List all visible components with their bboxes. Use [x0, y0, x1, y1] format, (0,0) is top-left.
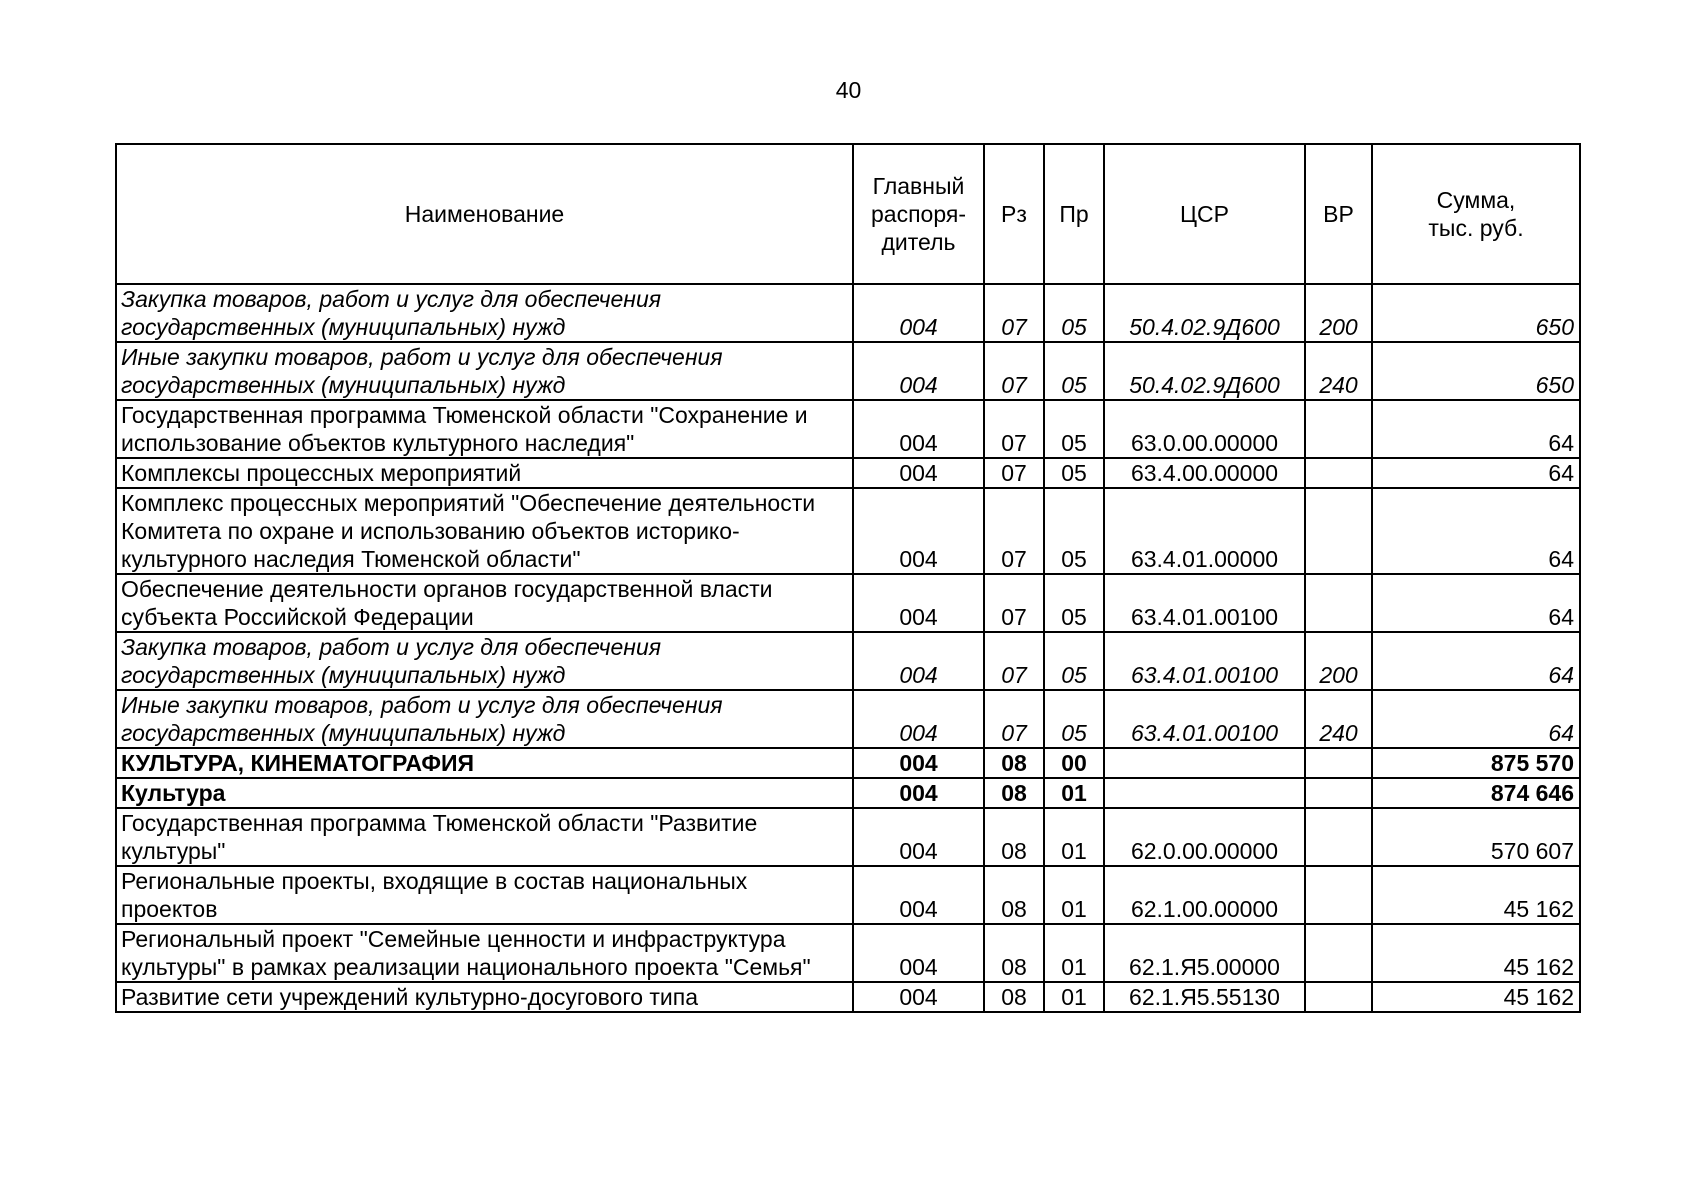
table-row — [116, 574, 1580, 632]
row-manager: 004 — [853, 574, 984, 632]
row-csr: 63.4.01.00000 — [1104, 488, 1305, 574]
row-manager: 004 — [853, 690, 984, 748]
row-sum: 570 607 — [1372, 808, 1580, 866]
row-manager: 004 — [853, 458, 984, 488]
table-row — [116, 808, 1580, 866]
table-row — [116, 284, 1580, 342]
row-csr: 62.1.00.00000 — [1104, 866, 1305, 924]
row-vr — [1305, 574, 1372, 632]
row-csr: 62.1.Я5.00000 — [1104, 924, 1305, 982]
row-pr: 05 — [1044, 458, 1104, 488]
row-name: Региональный проект "Семейные ценности и инфраструктура культуры" в рамках реализации национального проекта "Семья" — [116, 924, 853, 982]
row-rz: 08 — [984, 866, 1044, 924]
row-csr — [1104, 778, 1305, 808]
row-pr: 01 — [1044, 866, 1104, 924]
row-vr — [1305, 924, 1372, 982]
row-pr: 01 — [1044, 924, 1104, 982]
row-pr: 05 — [1044, 284, 1104, 342]
row-vr — [1305, 808, 1372, 866]
row-pr: 05 — [1044, 690, 1104, 748]
row-sum: 64 — [1372, 690, 1580, 748]
row-vr — [1305, 488, 1372, 574]
row-vr: 200 — [1305, 284, 1372, 342]
row-sum: 45 162 — [1372, 982, 1580, 1012]
row-pr: 05 — [1044, 574, 1104, 632]
table-row — [116, 342, 1580, 400]
row-vr — [1305, 982, 1372, 1012]
row-rz: 07 — [984, 342, 1044, 400]
header-manager: Главный распоря-дитель — [853, 144, 984, 284]
row-sum: 64 — [1372, 400, 1580, 458]
row-rz: 08 — [984, 982, 1044, 1012]
row-vr: 200 — [1305, 632, 1372, 690]
row-manager: 004 — [853, 488, 984, 574]
row-rz: 07 — [984, 400, 1044, 458]
row-manager: 004 — [853, 400, 984, 458]
table-row — [116, 690, 1580, 748]
row-vr — [1305, 748, 1372, 778]
table-row — [116, 982, 1580, 1012]
row-name: Комплексы процессных мероприятий — [116, 458, 853, 488]
row-name: КУЛЬТУРА, КИНЕМАТОГРАФИЯ — [116, 748, 853, 778]
row-name: Государственная программа Тюменской области "Развитие культуры" — [116, 808, 853, 866]
row-name: Региональные проекты, входящие в состав национальных проектов — [116, 866, 853, 924]
row-manager: 004 — [853, 924, 984, 982]
table-row — [116, 924, 1580, 982]
row-name: Развитие сети учреждений культурно-досугового типа — [116, 982, 853, 1012]
row-csr: 63.0.00.00000 — [1104, 400, 1305, 458]
row-name: Иные закупки товаров, работ и услуг для обеспечения государственных (муниципальных) нужд — [116, 690, 853, 748]
row-name: Иные закупки товаров, работ и услуг для обеспечения государственных (муниципальных) нужд — [116, 342, 853, 400]
row-vr: 240 — [1305, 342, 1372, 400]
row-csr: 50.4.02.9Д600 — [1104, 284, 1305, 342]
table-row — [116, 458, 1580, 488]
row-manager: 004 — [853, 342, 984, 400]
row-sum: 875 570 — [1372, 748, 1580, 778]
row-vr — [1305, 400, 1372, 458]
row-pr: 05 — [1044, 342, 1104, 400]
row-rz: 07 — [984, 632, 1044, 690]
row-pr: 01 — [1044, 778, 1104, 808]
table-row — [116, 488, 1580, 574]
table-row — [116, 866, 1580, 924]
row-csr: 62.1.Я5.55130 — [1104, 982, 1305, 1012]
row-sum: 45 162 — [1372, 924, 1580, 982]
row-name: Культура — [116, 778, 853, 808]
row-manager: 004 — [853, 632, 984, 690]
row-manager: 004 — [853, 866, 984, 924]
row-vr — [1305, 866, 1372, 924]
row-rz: 08 — [984, 808, 1044, 866]
header-name: Наименование — [116, 144, 853, 284]
row-sum: 64 — [1372, 488, 1580, 574]
row-pr: 01 — [1044, 808, 1104, 866]
table-row — [116, 400, 1580, 458]
row-rz: 07 — [984, 574, 1044, 632]
row-csr: 62.0.00.00000 — [1104, 808, 1305, 866]
row-sum: 64 — [1372, 574, 1580, 632]
budget-table — [115, 143, 1581, 1013]
row-pr: 05 — [1044, 632, 1104, 690]
row-sum: 650 — [1372, 284, 1580, 342]
row-name: Закупка товаров, работ и услуг для обеспечения государственных (муниципальных) нужд — [116, 284, 853, 342]
row-pr: 01 — [1044, 982, 1104, 1012]
row-vr: 240 — [1305, 690, 1372, 748]
row-rz: 08 — [984, 778, 1044, 808]
row-sum: 874 646 — [1372, 778, 1580, 808]
header-vr: ВР — [1305, 144, 1372, 284]
row-csr: 63.4.01.00100 — [1104, 574, 1305, 632]
row-rz: 07 — [984, 690, 1044, 748]
row-csr: 50.4.02.9Д600 — [1104, 342, 1305, 400]
row-manager: 004 — [853, 982, 984, 1012]
table-row — [116, 778, 1580, 808]
table-body — [116, 284, 1580, 1012]
row-sum: 650 — [1372, 342, 1580, 400]
page-number: 40 — [835, 77, 862, 103]
row-name: Обеспечение деятельности органов государственной власти субъекта Российской Федерации — [116, 574, 853, 632]
header-row — [116, 144, 1580, 284]
row-rz: 08 — [984, 748, 1044, 778]
table-row — [116, 748, 1580, 778]
row-rz: 07 — [984, 284, 1044, 342]
row-rz: 07 — [984, 458, 1044, 488]
row-csr: 63.4.01.00100 — [1104, 690, 1305, 748]
table-header — [116, 144, 1580, 284]
row-manager: 004 — [853, 808, 984, 866]
row-manager: 004 — [853, 748, 984, 778]
row-name: Комплекс процессных мероприятий "Обеспечение деятельности Комитета по охране и использованию объектов историко-культурного наследия Тюменской области" — [116, 488, 853, 574]
table-row — [116, 632, 1580, 690]
row-pr: 05 — [1044, 400, 1104, 458]
header-sum: Сумма, тыс. руб. — [1372, 144, 1580, 284]
header-csr: ЦСР — [1104, 144, 1305, 284]
row-vr — [1305, 778, 1372, 808]
row-rz: 08 — [984, 924, 1044, 982]
row-sum: 64 — [1372, 632, 1580, 690]
row-rz: 07 — [984, 488, 1044, 574]
row-pr: 00 — [1044, 748, 1104, 778]
row-csr: 63.4.00.00000 — [1104, 458, 1305, 488]
row-vr — [1305, 458, 1372, 488]
row-pr: 05 — [1044, 488, 1104, 574]
row-name: Закупка товаров, работ и услуг для обеспечения государственных (муниципальных) нужд — [116, 632, 853, 690]
header-pr: Пр — [1044, 144, 1104, 284]
row-sum: 45 162 — [1372, 866, 1580, 924]
row-manager: 004 — [853, 284, 984, 342]
row-name: Государственная программа Тюменской области "Сохранение и использование объектов культурного наследия" — [116, 400, 853, 458]
row-sum: 64 — [1372, 458, 1580, 488]
row-manager: 004 — [853, 778, 984, 808]
row-csr: 63.4.01.00100 — [1104, 632, 1305, 690]
row-csr — [1104, 748, 1305, 778]
header-rz: Рз — [984, 144, 1044, 284]
